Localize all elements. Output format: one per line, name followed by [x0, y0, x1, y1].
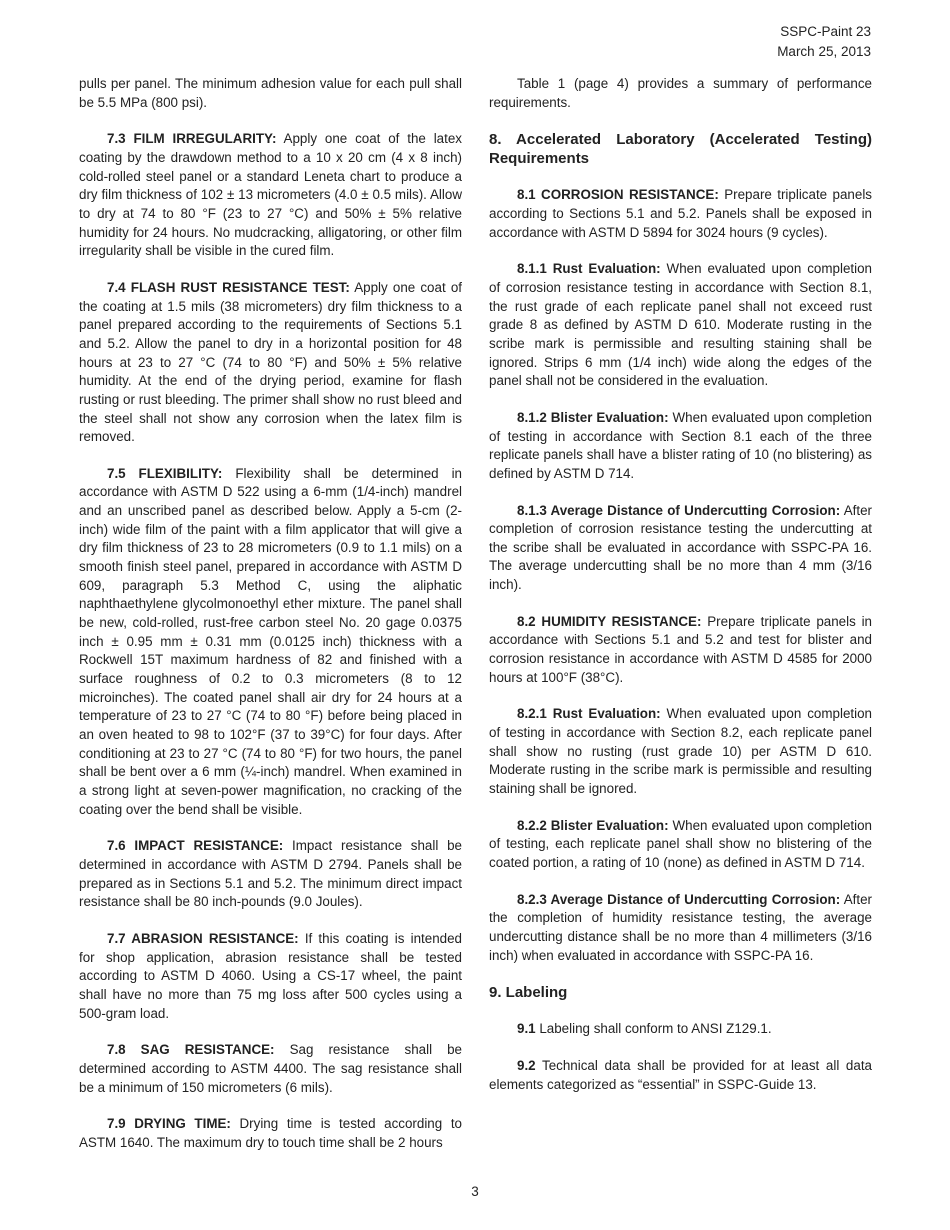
section-8-1-3-title: 8.1.3 Average Distance of Undercutting Corrosion:	[517, 502, 841, 518]
section-8-2-1-title: 8.2.1 Rust Evaluation:	[517, 706, 661, 722]
section-9-1-title: 9.1	[517, 1021, 536, 1037]
section-7-6	[79, 837, 462, 912]
section-7-8-title: 7.8 SAG RESISTANCE:	[107, 1042, 275, 1058]
section-8-1	[489, 186, 872, 242]
section-7-5-text: Flexibility shall be determined in accordance with ASTM D 522 using a 6-mm (1/4-inch) mandrel and an unscribed panel as described below. Apply a 5-cm (2-inch) wide film of the paint with a film applicator that will give a dry film thickness of 23 to 28 micrometers (0.9 to 1.1 mils) on a smooth finish steel panel, prepared in accordance with ASTM D 609, paragraph 5.3 Method C, using the aliphatic naphthaethylene glycolmonoethyl ether mixture. The panel shall be new, cold-rolled, rust-free carbon steel No. 20 gage 0.0375 inch ± 0.95 mm ± 0.31 mm (0.0125 inch) thickness with a Rockwell 15T maximum hardness of 82 and finished with a surface roughness of 0.2 to 0.3 micrometers (8 to 12 microinches). The coated panel shall air dry for 24 hours at a temperature of 23 to 27 °C (74 to 80 °F) before being placed in an oven heated to 98 to 102°F (37 to 39°C) for four days. After conditioning at 23 to 27 °C (74 to 80 °F) for two hours, the panel shall be bent over a 6 mm (¼-inch) mandrel. When examined in a strong light at seven-power magnification, no cracking of the coating over the bend shall be visible.	[79, 465, 462, 817]
section-8-1-1	[489, 260, 872, 391]
section-8-2-2	[489, 817, 872, 873]
section-7-4-text: Apply one coat of the coating at 1.5 mils (38 micrometers) dry film thickness to a panel prepared according to the requirements of Sections 5.1 and 5.2. Allow the panel to dry in a horizontal position for 48 hours at 23 to 27 °C (74 to 80 °F) and 50% ± 5% relative humidity. At the end of the drying period, examine for flash rusting or rust bleeding. The primer shall show no rust bleed and the steel shall not show any corrosion when the latex film is removed.	[79, 279, 462, 445]
section-9-1-text: Labeling shall conform to ANSI Z129.1.	[535, 1021, 772, 1037]
section-8-2-text: Prepare triplicate panels in accordance with Sections 5.1 and 5.2 and test for blister and corrosion resistance in accordance with ASTM D 4585 for 2000 hours at 100°F (38°C).	[489, 613, 872, 685]
section-7-4-title: 7.4 FLASH RUST RESISTANCE TEST:	[107, 279, 350, 295]
section-8-2-3-text: After the completion of humidity resistance testing, the average undercutting distance shall be no more than 4 millimeters (3/16 inch) when evaluated in accordance with SSPC-PA 16.	[489, 891, 872, 963]
section-8-2-3-title: 8.2.3 Average Distance of Undercutting Corrosion:	[517, 891, 841, 907]
section-8-1-2	[489, 409, 872, 484]
left-column	[79, 75, 462, 1152]
section-7-8	[79, 1041, 462, 1097]
section-8-1-2-text: When evaluated upon completion of testing in accordance with Section 8.1 each of the three replicate panels shall have a blister rating of 10 (no blistering) as defined by ASTM D 714.	[489, 409, 873, 481]
section-7-4	[79, 279, 462, 447]
section-7-5-title: 7.5 FLEXIBILITY:	[107, 465, 223, 481]
section-8-2	[489, 613, 872, 688]
section-8-2-1	[489, 705, 872, 798]
page-number: 3	[471, 1184, 479, 1199]
section-9-2-text: Technical data shall be provided for at least all data elements categorized as “essential” in SSPC-Guide 13.	[489, 1057, 872, 1092]
paragraph-continuation: pulls per panel. The minimum adhesion value for each pull shall be 5.5 MPa (800 psi).	[79, 76, 462, 110]
page-header	[777, 22, 871, 62]
section-8-1-1-title: 8.1.1 Rust Evaluation:	[517, 261, 661, 277]
section-8-1-3	[489, 502, 872, 595]
section-7-9-text: Drying time is tested according to ASTM 1640. The maximum dry to touch time shall be 2 hours	[79, 1116, 462, 1150]
section-7-7-text: If this coating is intended for shop application, abrasion resistance shall be tested according to ASTM D 4060. Using a CS-17 wheel, the paint shall have no more than 75 mg loss after 500 cycles using a 500-gram load.	[79, 930, 463, 1021]
section-8-1-2-title: 8.1.2 Blister Evaluation:	[517, 409, 669, 425]
section-8-2-1-text: When evaluated upon completion of testing in accordance with Section 8.2, each replicate panel shall show no rusting (rust grade 10) per ASTM D 610. Moderate rusting in the scribe mark is permissible and resulting staining shall be ignored.	[489, 706, 872, 797]
section-7-9	[79, 1115, 462, 1152]
document-date: March 25, 2013	[777, 44, 871, 59]
section-7-6-text: Impact resistance shall be determined in accordance with ASTM D 2794. Panels shall be prepared as in Sections 5.1 and 5.2. The minimum direct impact resistance shall be 80 inch-pounds (9.0 Joules).	[79, 838, 462, 910]
section-7-9-title: 7.9 DRYING TIME:	[107, 1116, 231, 1132]
section-9-1	[489, 1020, 872, 1039]
section-8-1-text: Prepare triplicate panels according to Sections 5.1 and 5.2. Panels shall be exposed in accordance with ASTM D 5894 for 3024 hours (9 cycles).	[489, 187, 872, 240]
section-7-3-title: 7.3 FILM IRREGULARITY:	[107, 131, 277, 147]
section-8-1-1-text: When evaluated upon completion of corrosion resistance testing in accordance with Section 8.1, the rust grade of each replicate panel shall not exceed rust grade 8 as defined by ASTM D 610. Moderate rusting in the scribe mark is permissible and resulting staining shall be ignored. Strips 6 mm (1/4 inch) wide along the edges of the panel shall not be considered in the evaluation.	[489, 261, 872, 389]
right-column	[489, 75, 872, 1094]
document-id: SSPC-Paint 23	[780, 24, 871, 39]
section-8-2-2-title: 8.2.2 Blister Evaluation:	[517, 817, 669, 833]
section-7-7	[79, 930, 462, 1023]
section-8-1-title: 8.1 CORROSION RESISTANCE:	[517, 187, 719, 203]
section-7-5	[79, 465, 462, 819]
section-9-heading: 9. Labeling	[489, 984, 568, 1002]
section-7-8-text: Sag resistance shall be determined according to ASTM 4400. The sag resistance shall be a minimum of 150 micrometers (6 mils).	[79, 1042, 462, 1095]
section-7-3	[79, 130, 462, 261]
section-9-2-title: 9.2	[517, 1057, 536, 1073]
section-9-2	[489, 1057, 872, 1094]
section-8-2-2-text: When evaluated upon completion of testing, each replicate panel shall show no blistering of the coated portion, a rating of 10 (none) as defined in ASTM D 714.	[489, 817, 873, 870]
section-8-2-title: 8.2 HUMIDITY RESISTANCE:	[517, 613, 702, 629]
table-reference-paragraph: Table 1 (page 4) provides a summary of performance requirements.	[489, 76, 872, 110]
section-7-7-title: 7.7 ABRASION RESISTANCE:	[107, 930, 299, 946]
section-8-heading: 8. Accelerated Laboratory (Accelerated Testing) Requirements	[489, 131, 872, 168]
section-8-2-3	[489, 891, 872, 966]
section-8-1-3-text: After completion of corrosion resistance testing the undercutting at the scribe shall be evaluated in accordance with SSPC-PA 16. The average undercutting shall be no more than 4 mm (3/16 inch).	[489, 502, 872, 593]
section-7-6-title: 7.6 IMPACT RESISTANCE:	[107, 838, 284, 854]
section-7-3-text: Apply one coat of the latex coating by the drawdown method to a 10 x 20 cm (4 x 8 inch) cold-rolled steel panel or a standard Leneta chart to produce a dry film thickness of 102 ± 13 micrometers (4.0 ± 0.5 mils). Allow to dry at 74 to 80 °F (23 to 27 °C) and 50% ± 5% relative humidity for 24 hours. No mudcracking, alligatoring, or other film irregularity shall be visible in the cured film.	[79, 131, 462, 259]
